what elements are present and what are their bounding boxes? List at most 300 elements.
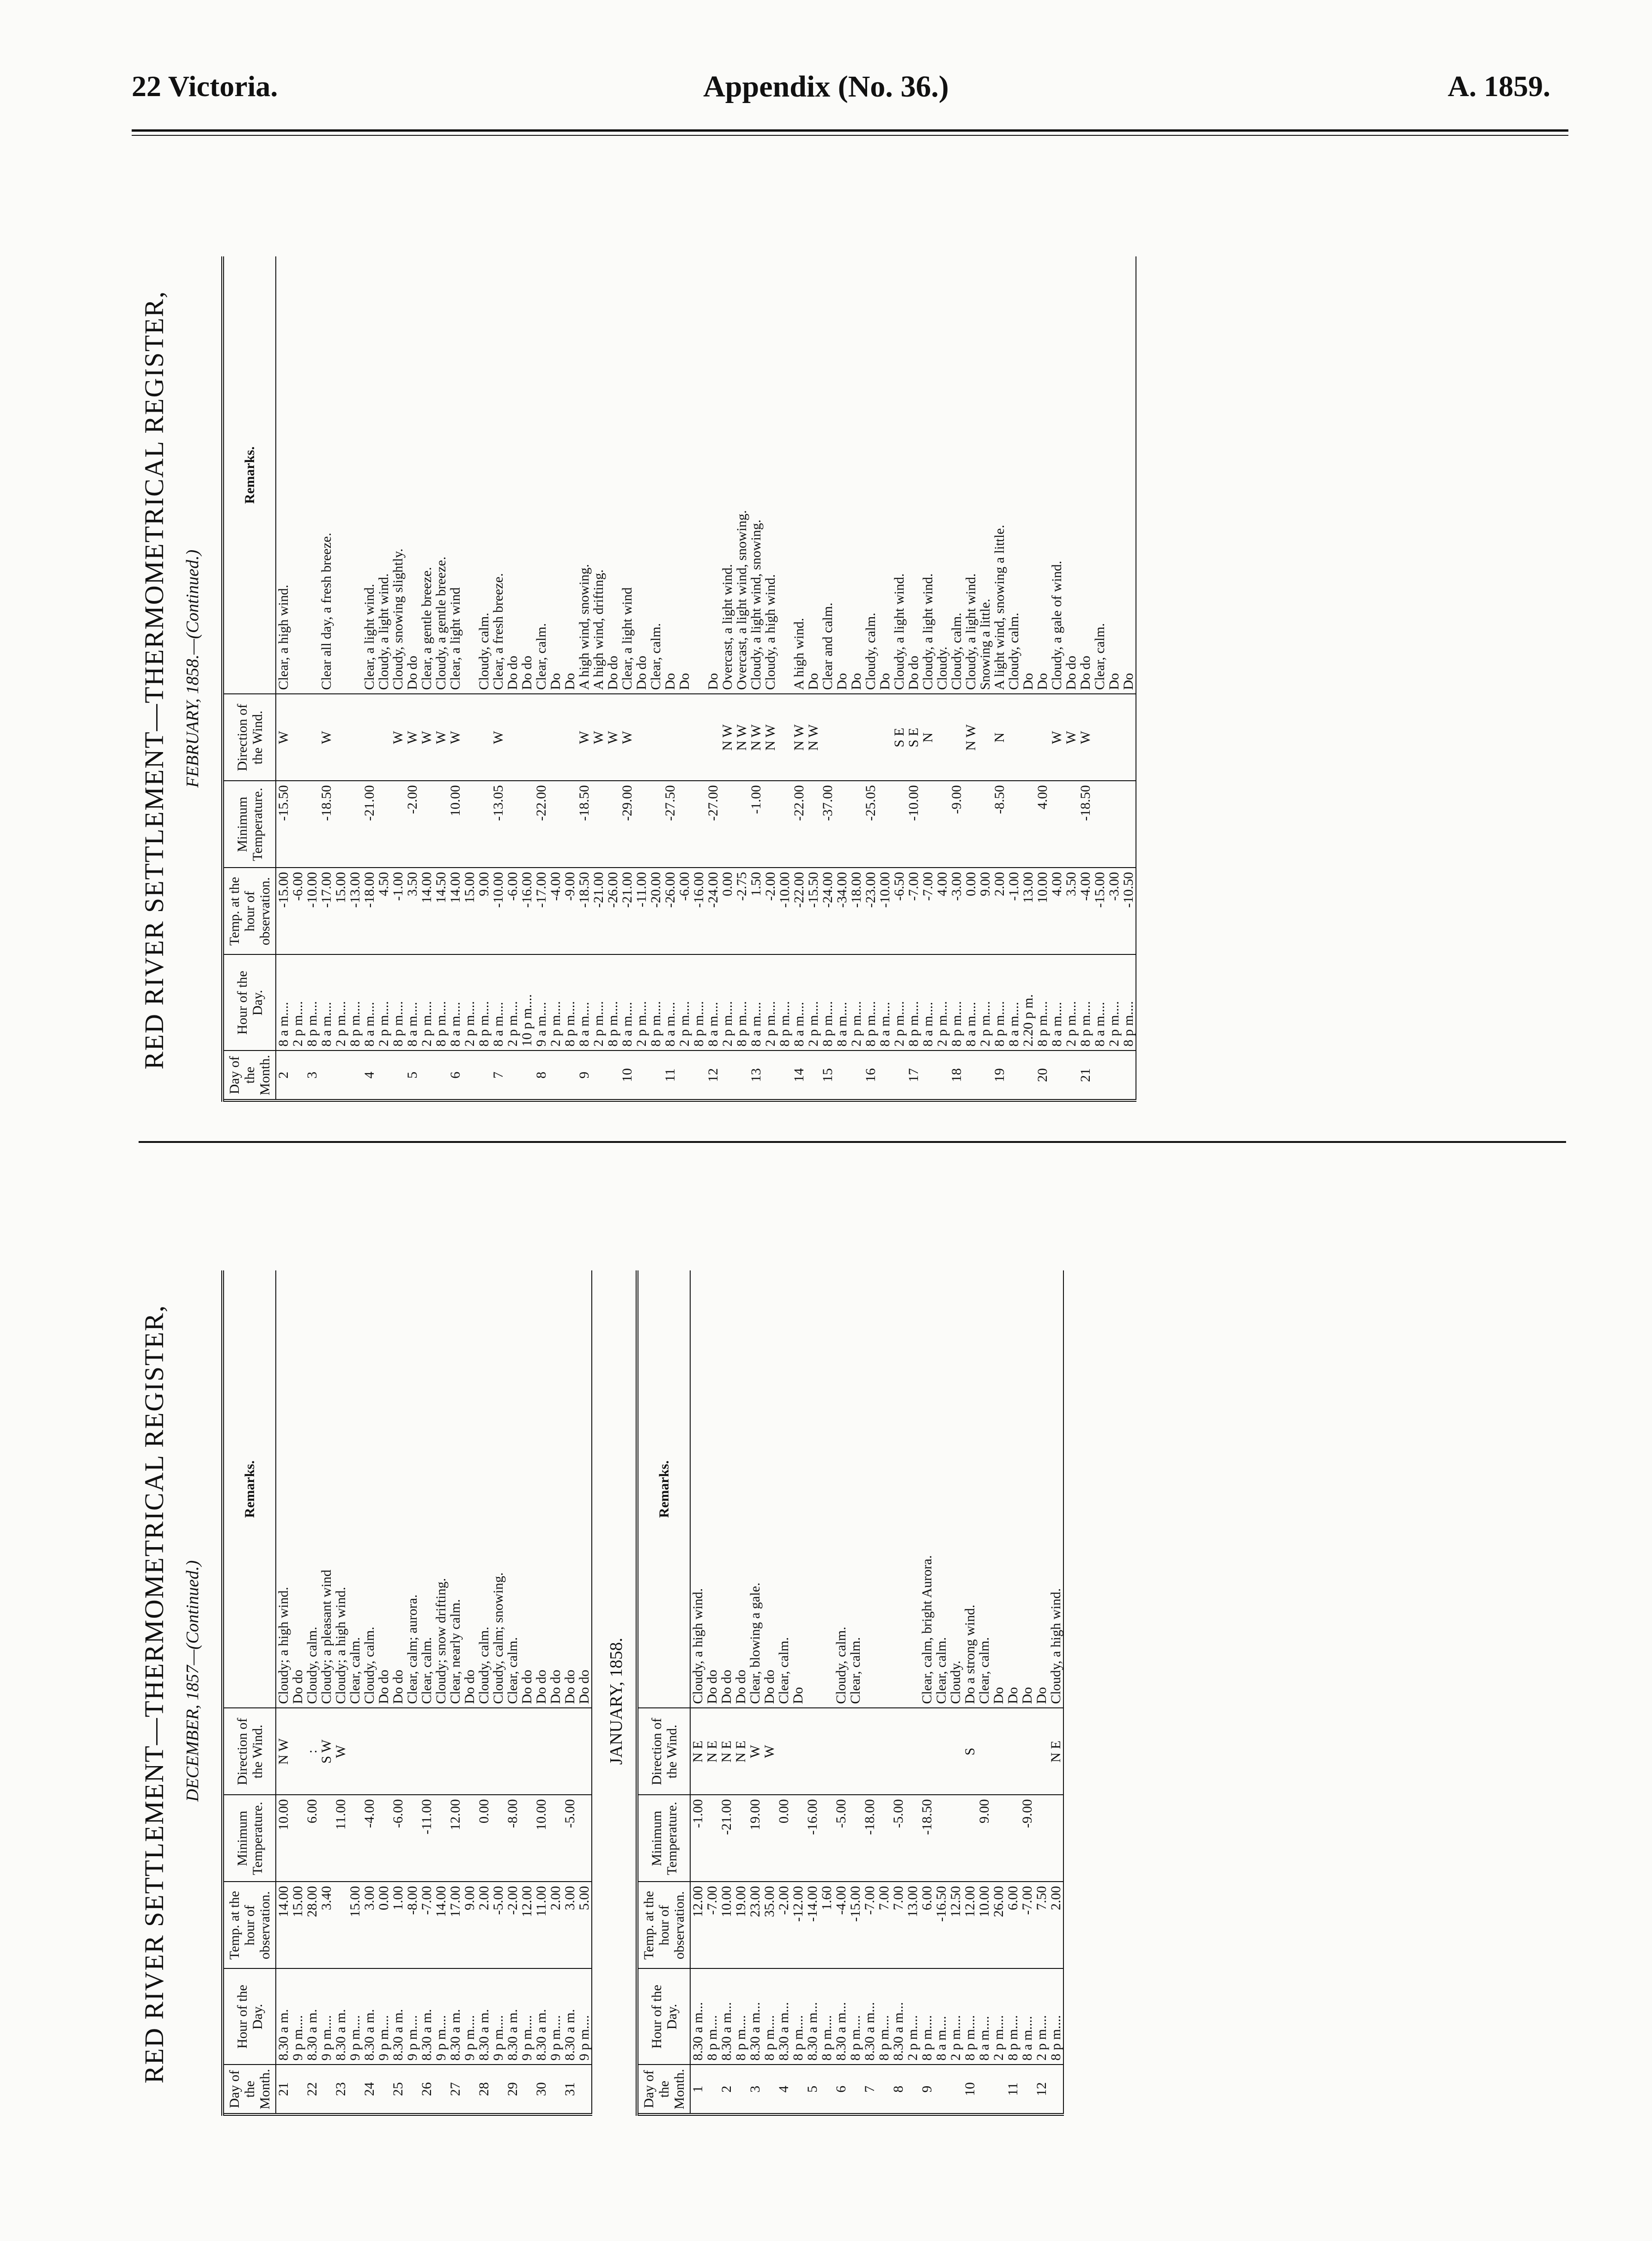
- min-temp-cell: 10.00: [448, 781, 462, 868]
- day-cell: 21: [1078, 1051, 1093, 1100]
- wind-dir-cell: W: [591, 694, 606, 781]
- wind-dir-cell: W: [448, 694, 462, 781]
- hour-cell: 9 p m....: [577, 1968, 592, 2065]
- temp-cell: 13.00: [1021, 868, 1035, 954]
- hour-cell: 8.30 a m...: [862, 1968, 877, 2065]
- day-cell: [520, 2065, 534, 2114]
- wind-dir-cell: [791, 1708, 805, 1795]
- remarks-cell: [862, 1270, 877, 1708]
- min-temp-cell: [520, 781, 534, 868]
- hour-cell: 8 a m....: [921, 954, 935, 1051]
- wind-dir-cell: S: [963, 1708, 977, 1795]
- remarks-cell: Cloudy; a pleasant wind: [319, 1569, 334, 1704]
- table-row: [762, 1270, 777, 2114]
- remarks-cell: Cloudy; a high wind.: [333, 1587, 348, 1704]
- wind-dir-cell: [1020, 1708, 1034, 1795]
- remarks-cell: Do do: [462, 1670, 477, 1704]
- wind-dir-cell: W: [1050, 694, 1064, 781]
- table-row: [305, 1270, 319, 2114]
- day-cell: [491, 2065, 505, 2114]
- day-cell: [978, 1051, 992, 1100]
- day-cell: 30: [534, 2065, 548, 2114]
- hour-cell: 10 p m....: [520, 954, 534, 1051]
- remarks-cell: Cloudy; a high wind.: [276, 1587, 291, 1704]
- hour-cell: 8 p m....: [649, 954, 663, 1051]
- min-temp-cell: [835, 781, 849, 868]
- table-row: [1007, 256, 1021, 1100]
- wind-dir-cell: [935, 694, 949, 781]
- temp-cell: 10.00: [1035, 868, 1050, 954]
- temp-cell: -10.50: [1121, 868, 1136, 954]
- table-row: [920, 1270, 934, 2114]
- day-cell: 3: [305, 1051, 319, 1100]
- hour-cell: 2 p m....: [905, 1968, 920, 2065]
- hour-cell: 8.30 a m.: [563, 1968, 577, 2065]
- table-row: [877, 1270, 891, 2114]
- remarks-cell: [692, 256, 706, 694]
- day-cell: [934, 2065, 948, 2114]
- table-row: [820, 1270, 834, 2114]
- min-temp-cell: [806, 781, 820, 868]
- remarks-cell: Do: [705, 673, 721, 690]
- min-temp-cell: 10.00: [534, 1795, 548, 1882]
- remarks-cell: Clear, nearly calm.: [448, 1599, 463, 1704]
- day-cell: [791, 2065, 805, 2114]
- min-temp-cell: [462, 1795, 477, 1882]
- col-hour: Hour of the Day.: [223, 954, 276, 1051]
- temp-cell: 15.00: [348, 1882, 362, 1968]
- min-temp-cell: -18.50: [920, 1795, 934, 1882]
- remarks-cell: Do do: [519, 656, 534, 690]
- col-min: Minimum Temperature.: [223, 781, 276, 868]
- day-cell: 4: [362, 1051, 377, 1100]
- remarks-cell: [291, 256, 305, 694]
- col-hour: Hour of the Day.: [637, 1968, 690, 2065]
- hour-cell: 8 a m....: [964, 954, 978, 1051]
- remarks-cell: Cloudy, calm.: [362, 1627, 377, 1704]
- min-temp-cell: 4.00: [1035, 781, 1050, 868]
- remarks-cell: Do: [1106, 673, 1122, 690]
- hour-cell: 8.30 a m.: [391, 1968, 405, 2065]
- table-row: [777, 1270, 791, 2114]
- wind-dir-cell: [1034, 1708, 1049, 1795]
- wind-dir-cell: [577, 1708, 592, 1795]
- table-row: [977, 1270, 991, 2114]
- hour-cell: 9 p m....: [291, 1968, 305, 2065]
- day-cell: [1020, 2065, 1034, 2114]
- min-temp-cell: [878, 781, 892, 868]
- day-cell: 15: [820, 1051, 835, 1100]
- remarks-cell: Cloudy, a light wind, snowing.: [748, 519, 764, 690]
- min-temp-cell: -5.00: [563, 1795, 577, 1882]
- min-temp-cell: [520, 1795, 534, 1882]
- day-cell: [505, 1051, 520, 1100]
- remarks-cell: A high wind.: [791, 618, 807, 690]
- day-cell: [591, 1051, 606, 1100]
- hour-cell: 2 p m....: [948, 1968, 963, 2065]
- wind-dir-cell: [706, 694, 720, 781]
- temp-cell: 14.50: [434, 868, 448, 954]
- hour-cell: 8 p m....: [391, 954, 405, 1051]
- day-cell: [291, 2065, 305, 2114]
- temp-cell: 7.00: [891, 1882, 905, 1968]
- wind-dir-cell: [377, 1708, 391, 1795]
- hour-cell: 2 p m....: [419, 954, 434, 1051]
- remarks-cell: Do do: [534, 1670, 549, 1704]
- temp-cell: -15.00: [848, 1882, 862, 1968]
- hour-cell: 8 p m....: [762, 1968, 777, 2065]
- remarks-cell: [348, 256, 362, 694]
- table-row: [434, 1270, 448, 2114]
- day-cell: 28: [477, 2065, 491, 2114]
- col-remarks: Remarks.: [223, 1270, 276, 1708]
- remarks-cell: Cloudy, calm.: [833, 1627, 849, 1704]
- hour-cell: 8 a m....: [620, 954, 634, 1051]
- wind-dir-cell: :: [305, 1708, 319, 1795]
- day-cell: 29: [505, 2065, 520, 2114]
- temp-cell: 28.00: [305, 1882, 319, 1968]
- year-label: A. 1859.: [1447, 70, 1550, 103]
- table-row: [319, 1270, 334, 2114]
- wind-dir-cell: [863, 694, 878, 781]
- remarks-cell: Cloudy, calm.: [949, 613, 964, 690]
- temp-cell: 6.00: [1006, 1882, 1020, 1968]
- wind-dir-cell: S E: [906, 694, 921, 781]
- wind-dir-cell: [462, 1708, 477, 1795]
- remarks-cell: Clear, calm.: [848, 1637, 863, 1704]
- day-cell: 5: [405, 1051, 419, 1100]
- min-temp-cell: [921, 781, 935, 868]
- temp-cell: 14.00: [434, 1882, 448, 1968]
- table-row: [606, 256, 620, 1100]
- day-cell: [735, 1051, 749, 1100]
- min-temp-cell: [1021, 781, 1035, 868]
- wind-dir-cell: [777, 1708, 791, 1795]
- temp-cell: -2.00: [763, 868, 777, 954]
- min-temp-cell: [319, 1795, 334, 1882]
- wind-dir-cell: [977, 1708, 991, 1795]
- temp-cell: -6.00: [677, 868, 692, 954]
- remarks-cell: [305, 256, 319, 694]
- temp-cell: 1.60: [820, 1882, 834, 1968]
- min-temp-cell: -9.00: [1020, 1795, 1034, 1882]
- remarks-cell: Clear, a fresh breeze.: [491, 573, 506, 690]
- wind-dir-cell: W: [434, 694, 448, 781]
- min-temp-cell: -16.00: [805, 1795, 820, 1882]
- min-temp-cell: [1121, 781, 1136, 868]
- day-cell: 17: [906, 1051, 921, 1100]
- min-temp-cell: [777, 781, 792, 868]
- temp-cell: 4.50: [377, 868, 391, 954]
- day-cell: [377, 1051, 391, 1100]
- temp-cell: -21.00: [591, 868, 606, 954]
- table-row: [362, 256, 377, 1100]
- wind-dir-cell: [1021, 694, 1035, 781]
- min-temp-cell: [978, 781, 992, 868]
- table-row: [690, 1270, 705, 2114]
- wind-dir-cell: W: [620, 694, 634, 781]
- day-cell: 18: [949, 1051, 964, 1100]
- wind-dir-cell: [835, 694, 849, 781]
- hour-cell: 2 p m....: [548, 954, 563, 1051]
- day-cell: [520, 1051, 534, 1100]
- wind-dir-cell: W: [319, 694, 334, 781]
- temp-cell: 5.00: [577, 1882, 592, 1968]
- hour-cell: 8 a m....: [663, 954, 677, 1051]
- temp-cell: -8.00: [405, 1882, 419, 1968]
- min-temp-cell: [649, 781, 663, 868]
- temp-cell: -4.00: [548, 868, 563, 954]
- table-row: [505, 256, 520, 1100]
- hour-cell: 2 p m....: [1107, 954, 1121, 1051]
- col-day: Day of the Month.: [223, 2065, 276, 2114]
- table-row: [276, 256, 291, 1100]
- temp-cell: 1.00: [391, 1882, 405, 1968]
- wind-dir-cell: [805, 1708, 820, 1795]
- hour-cell: 2 p m....: [991, 1968, 1006, 2065]
- min-temp-cell: [1034, 1795, 1049, 1882]
- temp-cell: -1.00: [1007, 868, 1021, 954]
- day-cell: [964, 1051, 978, 1100]
- temp-cell: -15.50: [806, 868, 820, 954]
- table-row: [462, 256, 477, 1100]
- wind-dir-cell: [362, 1708, 377, 1795]
- wind-dir-cell: W: [762, 1708, 777, 1795]
- table-row: [963, 1270, 977, 2114]
- day-cell: [563, 1051, 577, 1100]
- temp-cell: 14.00: [419, 868, 434, 954]
- temp-cell: -24.00: [706, 868, 720, 954]
- day-cell: [319, 1051, 334, 1100]
- day-cell: 3: [748, 2065, 762, 2114]
- wind-dir-cell: [291, 1708, 305, 1795]
- min-temp-cell: -15.50: [276, 781, 291, 868]
- min-temp-cell: [934, 1795, 948, 1882]
- remarks-cell: A light wind, snowing a little.: [992, 524, 1007, 690]
- temp-cell: 7.00: [877, 1882, 891, 1968]
- wind-dir-cell: [305, 694, 319, 781]
- remarks-cell: [877, 1270, 891, 1708]
- min-temp-cell: [377, 1795, 391, 1882]
- remarks-cell: Do do: [1078, 656, 1093, 690]
- remarks-cell: Clear, calm.: [977, 1637, 992, 1704]
- temp-cell: 23.00: [748, 1882, 762, 1968]
- day-cell: 1: [690, 2065, 705, 2114]
- col-remarks: Remarks.: [637, 1270, 690, 1708]
- remarks-cell: [462, 256, 477, 694]
- wind-dir-cell: [405, 1708, 419, 1795]
- hour-cell: 8 p m....: [434, 954, 448, 1051]
- table-row: [949, 256, 964, 1100]
- remarks-cell: Do: [1121, 256, 1136, 694]
- day-cell: [806, 1051, 820, 1100]
- min-temp-cell: 9.00: [977, 1795, 991, 1882]
- temp-cell: -6.50: [892, 868, 906, 954]
- day-cell: 31: [563, 2065, 577, 2114]
- table-row: [477, 256, 491, 1100]
- table-row: [348, 256, 362, 1100]
- appendix-title: Appendix (No. 36.): [703, 70, 949, 103]
- day-cell: [548, 1051, 563, 1100]
- remarks-cell: Do: [1020, 673, 1036, 690]
- hour-cell: 8 p m....: [820, 954, 835, 1051]
- remarks-cell: Clear, a light wind: [620, 587, 635, 690]
- table-row: [835, 256, 849, 1100]
- table-row: [405, 256, 419, 1100]
- min-temp-cell: [692, 781, 706, 868]
- wind-dir-cell: N: [921, 694, 935, 781]
- min-temp-cell: -4.00: [362, 1795, 377, 1882]
- wind-dir-cell: N E: [734, 1708, 748, 1795]
- session-label: 22 Victoria.: [132, 70, 278, 103]
- hour-cell: 8 p m....: [1049, 1968, 1063, 2065]
- temp-cell: -6.00: [291, 868, 305, 954]
- table-row: [505, 1270, 520, 2114]
- hour-cell: 8 p m....: [920, 1968, 934, 2065]
- remarks-cell: Cloudy, snowing slightly.: [390, 548, 406, 690]
- remarks-cell: Do do: [505, 656, 520, 690]
- hour-cell: 2 p m....: [1064, 954, 1078, 1051]
- temp-cell: 12.00: [690, 1882, 705, 1968]
- day-cell: [921, 1051, 935, 1100]
- min-temp-cell: [434, 1795, 448, 1882]
- table-row: [434, 256, 448, 1100]
- table-row: [291, 256, 305, 1100]
- hour-cell: 2 p m....: [806, 954, 820, 1051]
- min-temp-cell: [1064, 781, 1078, 868]
- min-temp-cell: -18.50: [319, 781, 334, 868]
- remarks-cell: Clear, calm.: [347, 1637, 363, 1704]
- min-temp-cell: [606, 781, 620, 868]
- min-temp-cell: -1.00: [749, 781, 763, 868]
- remarks-cell: Clear, calm; aurora.: [405, 1594, 420, 1704]
- min-temp-cell: [305, 781, 319, 868]
- day-cell: [878, 1051, 892, 1100]
- wind-dir-cell: N E: [705, 1708, 719, 1795]
- table-row: [892, 256, 906, 1100]
- table-row: [734, 1270, 748, 2114]
- wind-dir-cell: [1121, 694, 1136, 781]
- min-temp-cell: [1006, 1795, 1020, 1882]
- min-temp-cell: [948, 1795, 963, 1882]
- table-row: [491, 1270, 505, 2114]
- table-row: [978, 256, 992, 1100]
- hour-cell: 8 p m....: [735, 954, 749, 1051]
- table-row: [362, 1270, 377, 2114]
- remarks-cell: Cloudy, calm.: [863, 613, 878, 690]
- day-cell: [835, 1051, 849, 1100]
- temp-cell: -15.00: [1093, 868, 1107, 954]
- wind-dir-cell: N W: [763, 694, 777, 781]
- day-cell: [1107, 1051, 1121, 1100]
- day-cell: 11: [663, 1051, 677, 1100]
- remarks-cell: Clear, blowing a gale.: [747, 1582, 763, 1704]
- day-cell: [391, 1051, 405, 1100]
- table-row: [334, 1270, 348, 2114]
- wind-dir-cell: [505, 1708, 520, 1795]
- col-temp: Temp. at the hour of observation.: [223, 1882, 276, 1968]
- temp-cell: 3.00: [563, 1882, 577, 1968]
- table-row: [1050, 256, 1064, 1100]
- wind-dir-cell: N W: [964, 694, 978, 781]
- remarks-cell: Clear, calm.: [1092, 623, 1107, 690]
- wind-dir-cell: W: [1064, 694, 1078, 781]
- day-cell: [649, 1051, 663, 1100]
- remarks-cell: Clear, a light wind.: [362, 583, 377, 690]
- min-temp-cell: -18.50: [577, 781, 591, 868]
- min-temp-cell: [334, 781, 348, 868]
- remarks-cell: Cloudy, a light wind.: [892, 573, 907, 690]
- wind-dir-cell: [1006, 1708, 1020, 1795]
- hour-cell: 8 a m....: [405, 954, 419, 1051]
- temp-cell: -16.50: [934, 1882, 948, 1968]
- remarks-cell: Cloudy.: [948, 1660, 963, 1704]
- temp-cell: 7.50: [1034, 1882, 1049, 1968]
- day-cell: 25: [391, 2065, 405, 2114]
- day-cell: [377, 2065, 391, 2114]
- remarks-cell: Do do: [605, 656, 620, 690]
- min-temp-cell: [677, 781, 692, 868]
- wind-dir-cell: [505, 694, 520, 781]
- wind-dir-cell: [419, 1708, 434, 1795]
- temp-cell: 12.50: [948, 1882, 963, 1968]
- temp-cell: -18.50: [577, 868, 591, 954]
- wind-dir-cell: [1007, 694, 1021, 781]
- temp-cell: 3.50: [405, 868, 419, 954]
- min-temp-cell: -22.00: [792, 781, 806, 868]
- table-row: [1006, 1270, 1020, 2114]
- wind-dir-cell: [1107, 694, 1121, 781]
- temp-cell: 35.00: [762, 1882, 777, 1968]
- hour-cell: 9 a m....: [534, 954, 548, 1051]
- hour-cell: 8 p m....: [1078, 954, 1093, 1051]
- min-temp-cell: [563, 781, 577, 868]
- day-cell: 12: [706, 1051, 720, 1100]
- temp-cell: -10.00: [491, 868, 505, 954]
- hour-cell: 8 p m....: [1006, 1968, 1020, 2065]
- temp-cell: 9.00: [477, 868, 491, 954]
- table-row: [1049, 1270, 1063, 2114]
- day-cell: 22: [305, 2065, 319, 2114]
- min-temp-cell: [634, 781, 649, 868]
- wind-dir-cell: [477, 694, 491, 781]
- feb-subtitle: FEBRUARY, 1858.—(Continued.): [183, 549, 202, 788]
- temp-cell: -17.00: [319, 868, 334, 954]
- min-temp-cell: -25.05: [863, 781, 878, 868]
- table-row: [934, 1270, 948, 2114]
- temp-cell: -26.00: [663, 868, 677, 954]
- table-row: [305, 256, 319, 1100]
- day-cell: [1050, 1051, 1064, 1100]
- wind-dir-cell: W: [577, 694, 591, 781]
- min-temp-cell: [892, 781, 906, 868]
- remarks-cell: Cloudy, a gale of wind.: [1049, 560, 1064, 690]
- day-cell: [291, 1051, 305, 1100]
- table-row: [749, 256, 763, 1100]
- day-cell: 5: [805, 2065, 820, 2114]
- remarks-cell: Cloudy, a gentle breeze.: [433, 556, 449, 690]
- day-cell: [348, 1051, 362, 1100]
- table-row: [991, 1270, 1006, 2114]
- table-row: [906, 256, 921, 1100]
- hour-cell: 9 p m....: [520, 1968, 534, 2065]
- table-row: [534, 1270, 548, 2114]
- min-temp-cell: [705, 1795, 719, 1882]
- min-temp-cell: [877, 1795, 891, 1882]
- hour-cell: 8 a m....: [319, 954, 334, 1051]
- day-cell: 6: [448, 1051, 462, 1100]
- min-temp-cell: [348, 781, 362, 868]
